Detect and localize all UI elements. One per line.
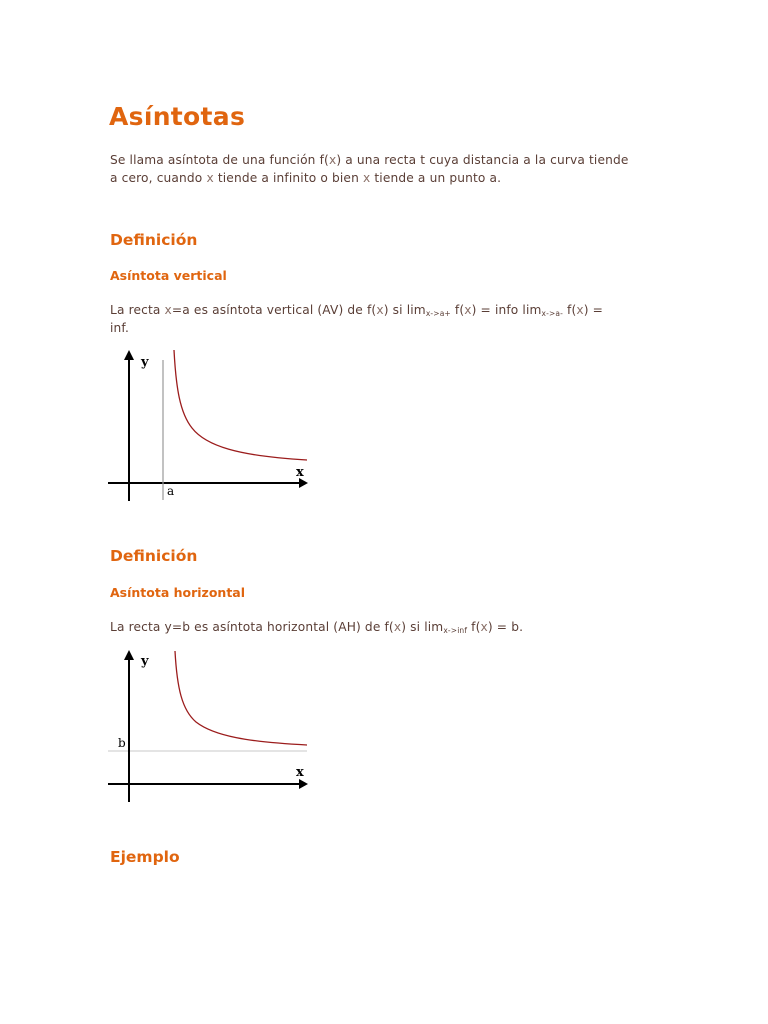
subheading-vertical-asymptote: Asíntota vertical [110, 268, 227, 283]
vertical-asymptote-graph [108, 348, 310, 503]
y-axis-arrow [124, 650, 134, 660]
horizontal-asymptote-graph [108, 648, 310, 803]
y-axis-label: y [141, 654, 149, 669]
intro-paragraph: Se llama asíntota de una función f(x) a una recta t cuya distancia a la curva tiende a cero, cuando x tiende a infinito o bien x tiende a un punto a. [110, 153, 629, 185]
x-axis-label: x [296, 765, 304, 780]
y-axis-label: y [141, 355, 149, 370]
x-axis-label: x [296, 465, 304, 480]
page-title: Asíntotas [109, 102, 246, 131]
section-heading-example: Ejemplo [110, 848, 180, 866]
point-b-label: b [118, 736, 126, 750]
point-a-label: a [167, 484, 175, 498]
subheading-horizontal-asymptote: Asíntota horizontal [110, 585, 246, 600]
hyperbola-curve [174, 350, 307, 460]
y-axis-arrow [124, 350, 134, 360]
section-heading-vertical: Definición [110, 231, 198, 249]
vertical-definition-text: La recta x=a es asíntota vertical (AV) de f(x) si $\lim_{x->a+} f(x)$ = info $\lim_{x->a-} f(x)$ = inf. [110, 303, 604, 335]
section-heading-horizontal: Definición [110, 547, 198, 565]
horizontal-definition-text: La recta y=b es asíntota horizontal (AH) de f(x) si $\lim_{x->inf} f(x) = b$. [110, 620, 524, 635]
x-axis-arrow [299, 779, 308, 789]
hyperbola-curve [175, 651, 307, 745]
